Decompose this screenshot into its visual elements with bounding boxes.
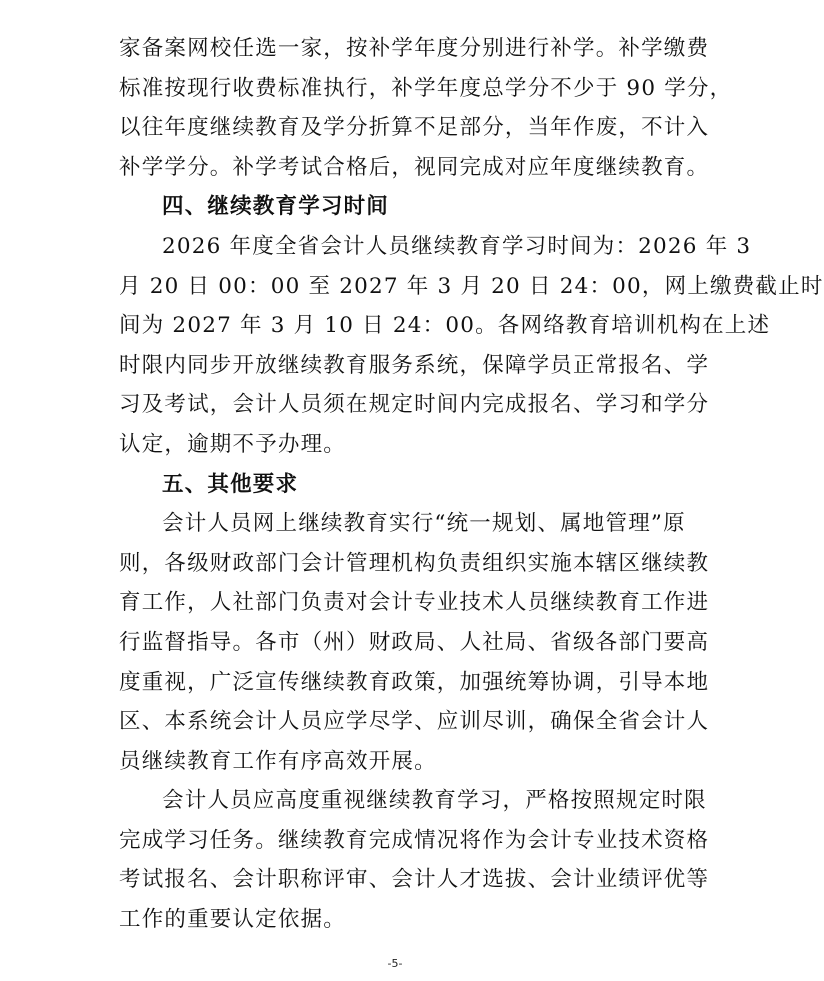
paragraph-line: 工作的重要认定依据。 (119, 907, 347, 933)
paragraph-line: 月 20 日 00：00 至 2027 年 3 月 20 日 24：00，网上缴费截止时 (119, 273, 824, 299)
paragraph-line: 会计人员网上继续教育实行“统一规划、属地管理”原 (162, 511, 686, 537)
paragraph-line: 间为 2027 年 3 月 10 日 24：00。各网络教育培训机构在上述 (119, 313, 771, 339)
paragraph-line: 行监督指导。各市（州）财政局、人社局、省级各部门要高 (119, 629, 710, 655)
paragraph-line: 以往年度继续教育及学分折算不足部分，当年作废，不计入 (119, 115, 710, 141)
document-body (119, 29, 824, 940)
paragraph-line: 会计人员应高度重视继续教育学习，严格按照规定时限 (162, 788, 707, 814)
paragraph-line: 标准按现行收费标准执行，补学年度总学分不少于 90 学分， (119, 75, 733, 101)
paragraph-line: 完成学习任务。继续教育完成情况将作为会计专业技术资格 (119, 827, 710, 853)
paragraph-line: 度重视，广泛宣传继续教育政策，加强统筹协调，引导本地 (119, 669, 710, 695)
section-heading-study-time: 四、继续教育学习时间 (162, 194, 390, 220)
paragraph-line: 认定，逾期不予办理。 (119, 431, 347, 457)
paragraph-line: 区、本系统会计人员应学尽学、应训尽训，确保全省会计人 (119, 709, 710, 735)
paragraph-line: 2026 年度全省会计人员继续教育学习时间为：2026 年 3 (162, 233, 752, 259)
paragraph-line: 时限内同步开放继续教育服务系统，保障学员正常报名、学 (119, 352, 710, 378)
page-number: -5- (387, 957, 403, 970)
paragraph-line: 补学学分。补学考试合格后，视同完成对应年度继续教育。 (119, 154, 710, 180)
section-heading-other-requirements: 五、其他要求 (162, 471, 299, 497)
paragraph-line: 员继续教育工作有序高效开展。 (119, 748, 437, 774)
paragraph-line: 家备案网校任选一家，按补学年度分别进行补学。补学缴费 (119, 36, 710, 61)
paragraph-line: 考试报名、会计职称评审、会计人才选拔、会计业绩评优等 (119, 867, 710, 893)
paragraph-line: 则，各级财政部门会计管理机构负责组织实施本辖区继续教 (119, 550, 710, 576)
paragraph-line: 习及考试，会计人员须在规定时间内完成报名、学习和学分 (119, 392, 710, 418)
paragraph-line: 育工作，人社部门负责对会计专业技术人员继续教育工作进 (119, 590, 710, 616)
